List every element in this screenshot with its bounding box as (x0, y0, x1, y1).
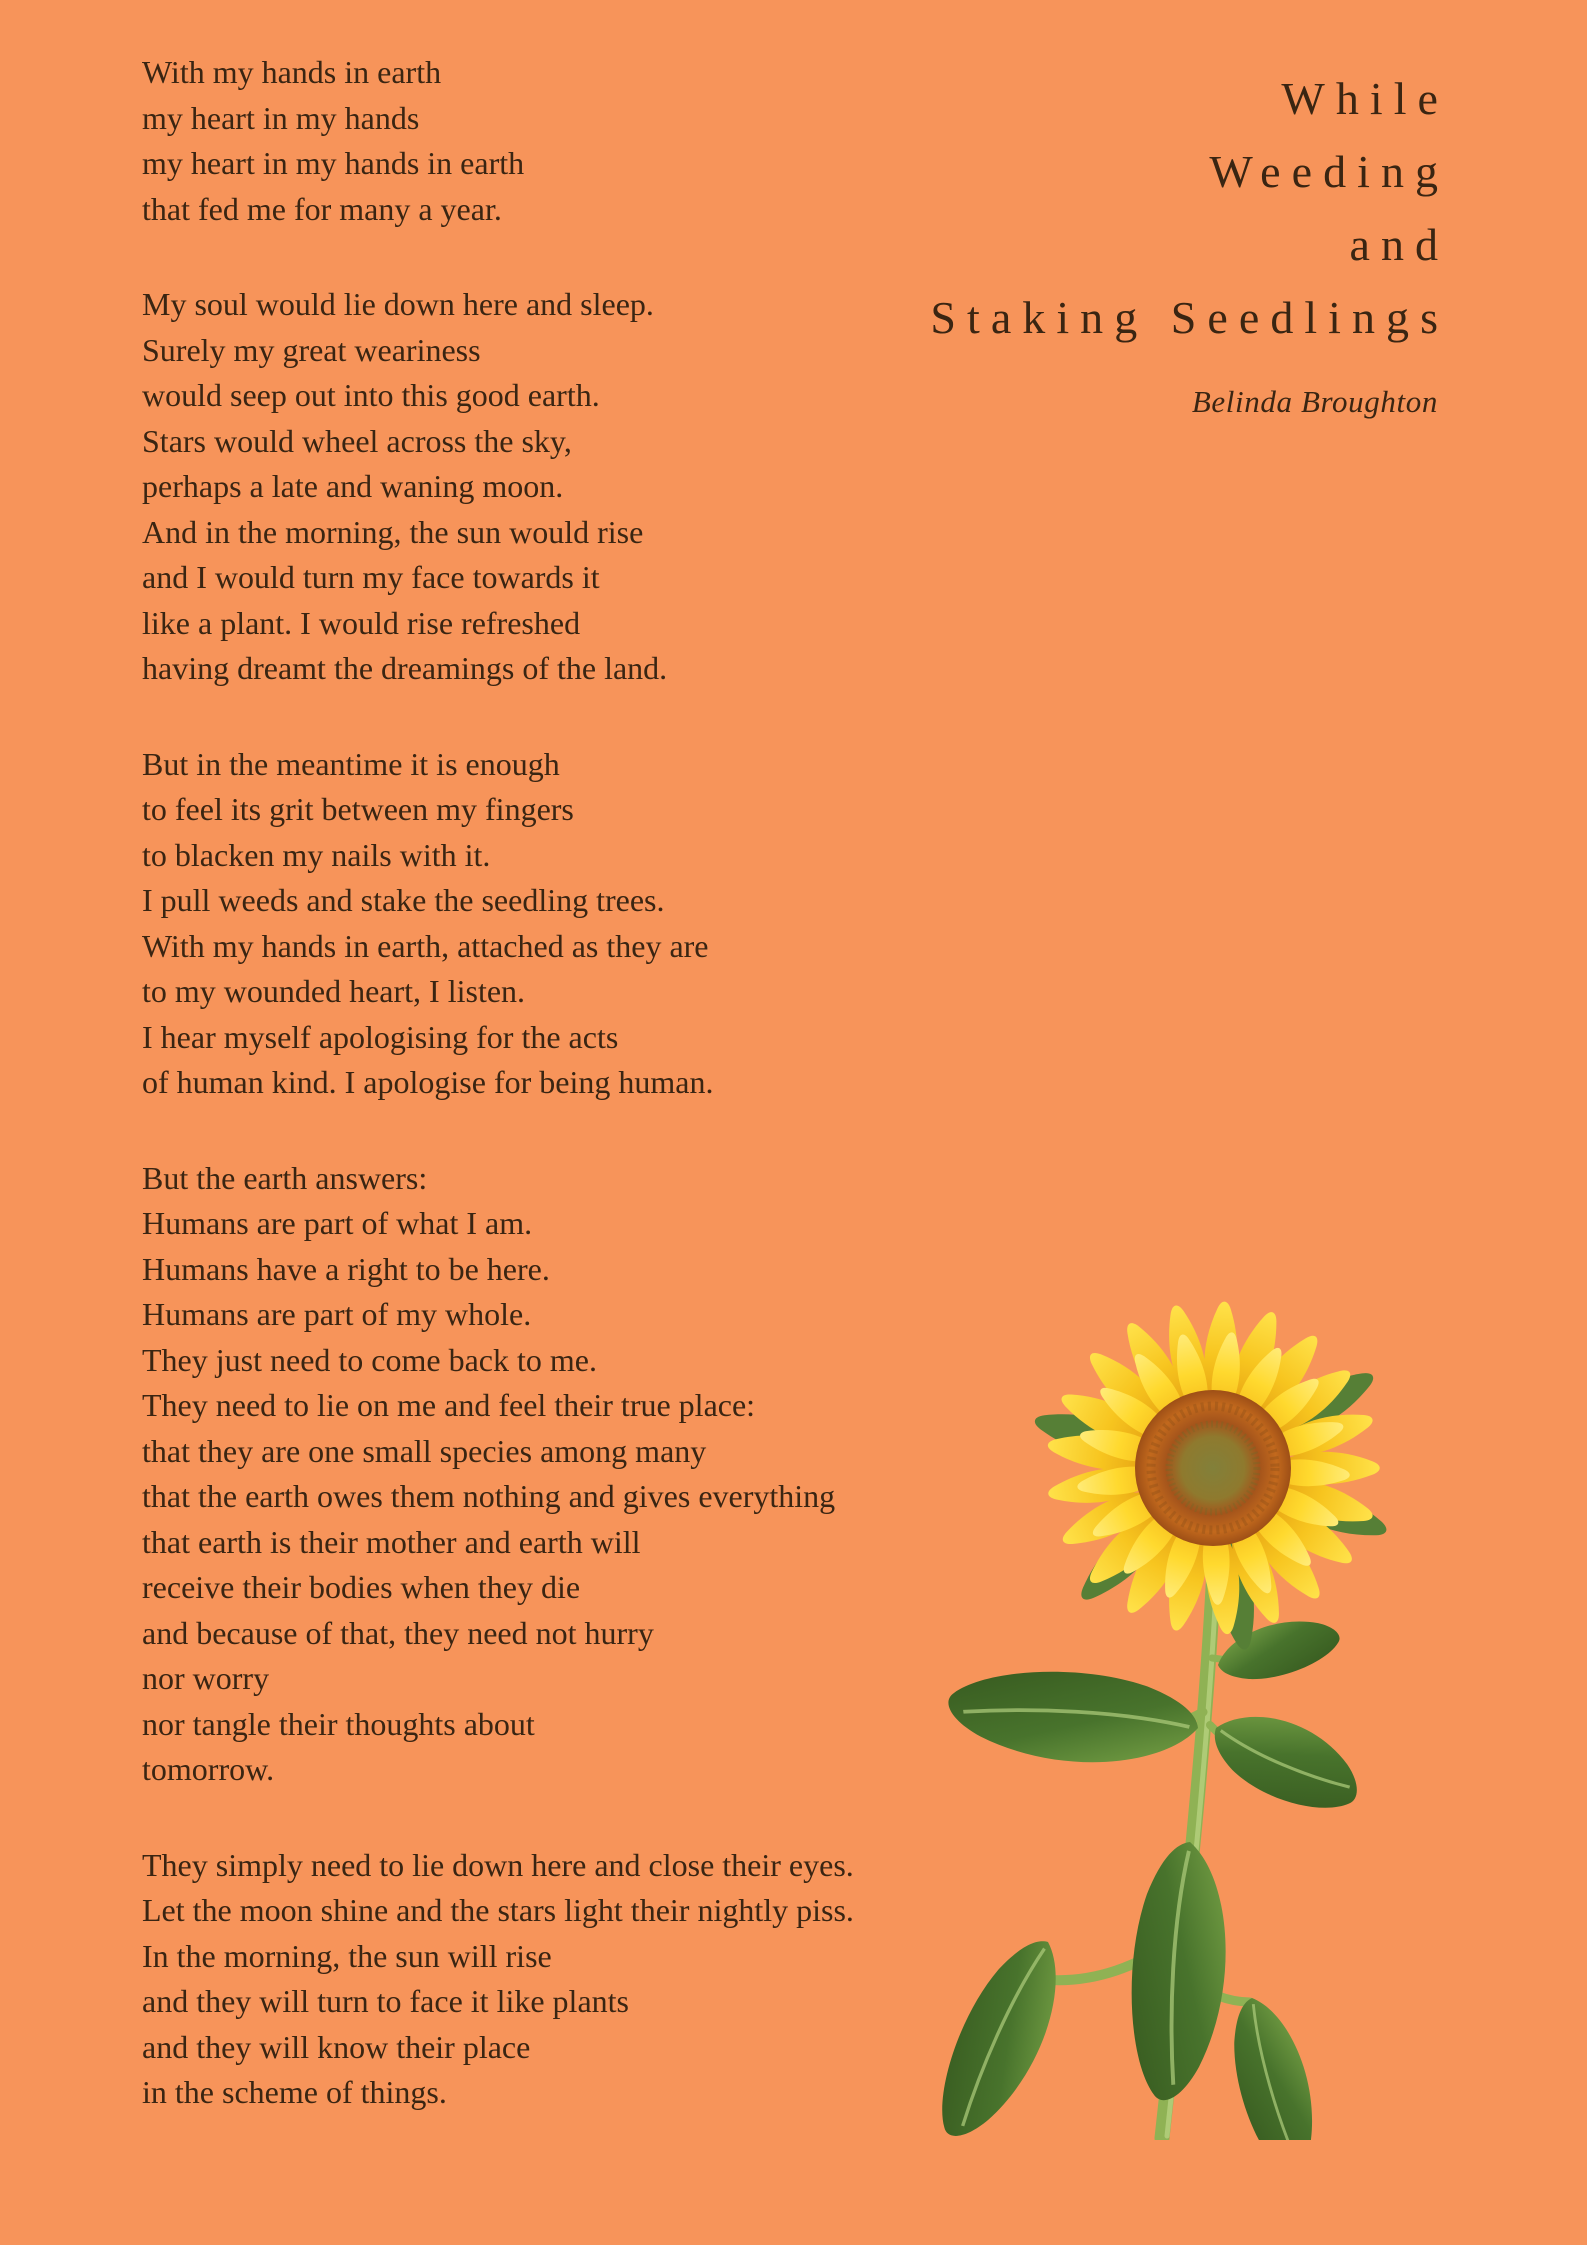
sunflower-leaf (1117, 1837, 1241, 2106)
stanza-1 (142, 50, 854, 232)
poem-line: to my wounded heart, I listen. (142, 973, 526, 1009)
poem-title (930, 62, 1450, 354)
stanza-5 (142, 1843, 854, 2116)
poem-line: in the scheme of things. (142, 2074, 447, 2110)
poem-line: and because of that, they need not hurry (142, 1614, 654, 1651)
poem-line: In the morning, the sun will rise (142, 1937, 552, 1974)
sunflower-leaf (1200, 1692, 1373, 1831)
poem-line: like a plant. I would rise refreshed (142, 604, 581, 641)
stanza-4 (142, 1156, 854, 1793)
poem-line: my heart in my hands in earth (142, 145, 525, 181)
poem-line: With my hands in earth, attached as they are (142, 927, 709, 964)
poem-line: perhaps a late and waning moon. (142, 468, 564, 504)
title-line: and (1349, 219, 1450, 270)
poem-line: my heart in my hands (142, 99, 420, 136)
sunflower-leaf (1222, 1990, 1326, 2140)
sunflower-head (1030, 1301, 1392, 1653)
title-line: Weeding (1209, 146, 1450, 197)
poem-line: Humans have a right to be here. (142, 1250, 550, 1287)
title-block (930, 62, 1450, 420)
stanza-3 (142, 742, 854, 1106)
sunflower-disc (1135, 1390, 1291, 1546)
sunflower-illustration (900, 1280, 1500, 2140)
poem-line: Surely my great weariness (142, 331, 481, 368)
poem-line: Let the moon shine and the stars light their nightly piss. (142, 1892, 854, 1928)
poem-line: nor worry (142, 1660, 270, 1696)
poem-line: Humans are part of what I am. (142, 1205, 533, 1241)
poem-line: But the earth answers: (142, 1159, 428, 1196)
poem-line: They just need to come back to me. (142, 1341, 597, 1378)
poem-line: to feel its grit between my fingers (142, 791, 574, 827)
stanza-2 (142, 282, 854, 692)
poem-line: and I would turn my face towards it (142, 559, 600, 595)
poem-line: that earth is their mother and earth will (142, 1523, 641, 1560)
poem (142, 50, 854, 2166)
poem-line: that fed me for many a year. (142, 190, 502, 227)
poem-line: that they are one small species among many (142, 1432, 707, 1469)
poem-line: having dreamt the dreamings of the land. (142, 650, 668, 686)
poem-line: that the earth owes them nothing and gives everything (142, 1478, 836, 1514)
poem-line: They simply need to lie down here and close their eyes. (142, 1846, 854, 1883)
sunflower-leaf (943, 1657, 1203, 1776)
poem-line: With my hands in earth (142, 54, 442, 90)
author-byline: Belinda Broughton (1191, 384, 1438, 419)
title-line: Staking Seedlings (930, 292, 1450, 343)
poem-line: They need to lie on me and feel their true place: (142, 1387, 756, 1423)
poem-line: tomorrow. (142, 1751, 275, 1787)
poem-line: receive their bodies when they die (142, 1569, 581, 1605)
poem-line: Stars would wheel across the sky, (142, 422, 572, 459)
title-line: While (1281, 73, 1450, 124)
poem-line: I pull weeds and stake the seedling trees. (142, 882, 665, 918)
poem-line: and they will know their place (142, 2028, 531, 2065)
poem-line: My soul would lie down here and sleep. (142, 286, 654, 322)
poem-line: and they will turn to face it like plants (142, 1983, 629, 2019)
poem-line: But in the meantime it is enough (142, 745, 560, 782)
poem-line: I hear myself apologising for the acts (142, 1018, 619, 1055)
poem-line: And in the morning, the sun would rise (142, 513, 644, 550)
poem-line: Humans are part of my whole. (142, 1296, 532, 1332)
poem-line: would seep out into this good earth. (142, 377, 600, 413)
poem-line: of human kind. I apologise for being human. (142, 1064, 714, 1100)
sunflower-leaf (915, 1925, 1086, 2140)
poem-line: nor tangle their thoughts about (142, 1705, 535, 1742)
poem-line: to blacken my nails with it. (142, 836, 491, 873)
